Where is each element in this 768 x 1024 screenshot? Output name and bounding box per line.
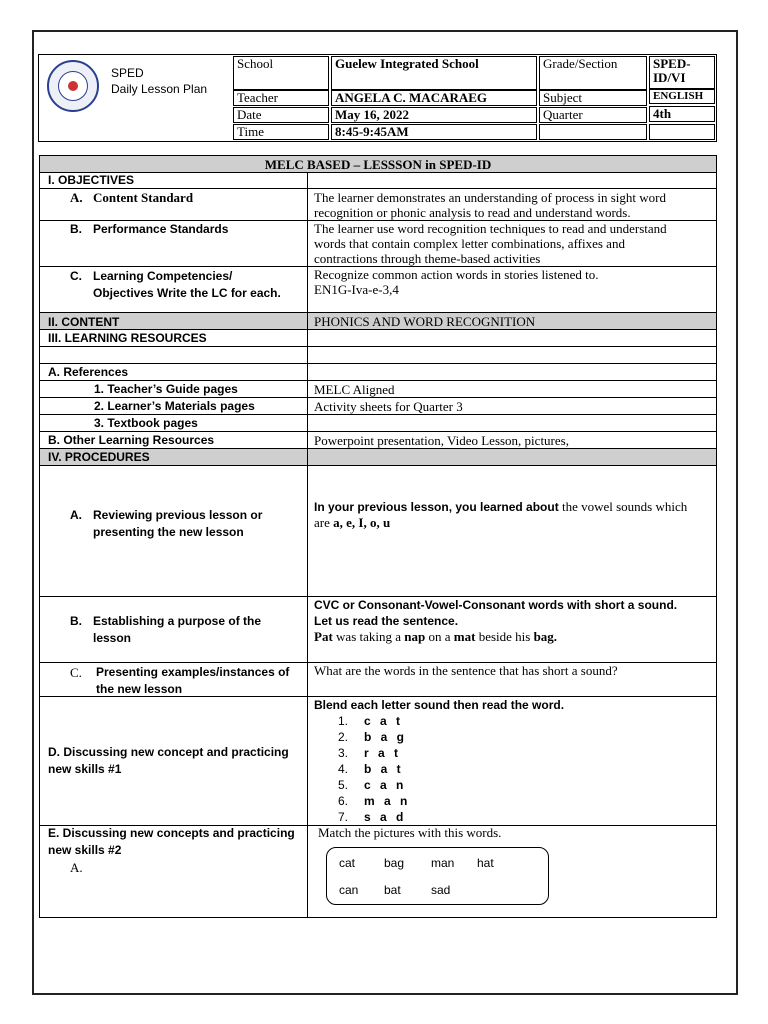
other-resources-value: Powerpoint presentation, Video Lesson, pictures, <box>314 433 569 448</box>
learner-materials-label: 2. Learner’s Materials pages <box>94 399 255 413</box>
grade-value-line2: ID/VI <box>653 70 686 85</box>
objectives-heading: I. OBJECTIVES <box>48 173 135 187</box>
empty-cell-1 <box>539 124 647 140</box>
sentence-part-2: on a <box>425 629 454 644</box>
seal-center <box>68 81 78 91</box>
list-item: 7. s a d <box>338 810 407 824</box>
word-mat: mat <box>453 629 476 644</box>
blend-word-list <box>338 713 410 825</box>
list-item: 4. b a t <box>338 762 404 776</box>
procedure-b-read: Let us read the sentence. <box>314 614 459 628</box>
date-label: Date <box>233 107 329 123</box>
teacher-guide-label: 1. Teacher’s Guide pages <box>94 382 238 396</box>
match-word: man <box>431 856 455 870</box>
procedure-c-letter: C. <box>70 665 82 680</box>
teacher-guide-value: MELC Aligned <box>314 382 395 397</box>
blank-row <box>40 347 716 364</box>
plan-title: MELC BASED – LESSSON in SPED-ID <box>264 157 492 172</box>
deped-seal-logo <box>47 60 99 112</box>
procedure-b-label <box>93 613 261 647</box>
performance-text <box>314 221 667 266</box>
procedure-b-label-line2: lesson <box>93 631 132 645</box>
procedure-b-text <box>314 597 677 645</box>
quarter-value: 4th <box>649 106 715 122</box>
content-value: PHONICS AND WORD RECOGNITION <box>314 314 536 329</box>
references-row <box>40 364 716 381</box>
procedure-d-label-line1: D. Discussing new concept and practicing <box>48 745 289 759</box>
procedure-c-label-line1: Presenting examples/instances of <box>96 665 290 679</box>
competency-label-line1: Learning Competencies/ <box>93 269 233 283</box>
content-standard-text <box>314 190 666 220</box>
quarter-label: Quarter <box>539 107 647 123</box>
procedure-e-label-line1: E. Discussing new concepts and practicing <box>48 826 295 840</box>
procedure-b-sentence <box>314 629 677 645</box>
match-word: bat <box>384 883 401 897</box>
performance-line2: words that contain complex letter combinations, affixes and <box>314 236 625 251</box>
procedure-e-instruction: Match the pictures with this words. <box>318 825 502 840</box>
seal-inner <box>58 71 88 101</box>
procedure-e-sub: A. <box>70 860 83 875</box>
header-title: SPED <box>111 66 144 80</box>
content-heading: II. CONTENT <box>48 315 120 329</box>
teacher-label: Teacher <box>233 90 329 106</box>
procedure-b-short-a: words with short a sound. <box>525 598 678 612</box>
procedure-c-label-line2: the new lesson <box>96 682 183 696</box>
procedure-e-label-line2: new skills #2 <box>48 843 122 857</box>
performance-label: Performance Standards <box>93 222 229 236</box>
grade-label: Grade/Section <box>539 56 647 90</box>
grade-value <box>649 56 715 90</box>
competency-text <box>314 267 599 297</box>
procedure-a-vowels: a, e, I, o, u <box>333 515 391 530</box>
time-value: 8:45-9:45AM <box>331 124 537 140</box>
performance-line3: contractions through theme-based activities <box>314 251 541 266</box>
list-item: 6. m a n <box>338 794 411 808</box>
header-subtitle: Daily Lesson Plan <box>111 82 208 96</box>
textbook-label: 3. Textbook pages <box>94 416 198 430</box>
procedure-c-text: What are the words in the sentence that has short a sound? <box>314 663 618 678</box>
match-word: can <box>339 883 359 897</box>
procedure-a-text-are: are <box>314 515 334 530</box>
grade-value-line1: SPED- <box>653 56 691 71</box>
procedure-c-label <box>96 664 289 698</box>
match-word: hat <box>477 856 494 870</box>
resources-heading: III. LEARNING RESOURCES <box>48 331 207 345</box>
sentence-part-1: was taking a <box>332 629 405 644</box>
competency-line2: EN1G-Iva-e-3,4 <box>314 282 399 297</box>
word-bag: bag. <box>533 629 558 644</box>
subject-label: Subject <box>539 90 647 106</box>
content-standard-letter: A. <box>70 190 83 205</box>
lesson-plan-table <box>39 155 717 918</box>
list-item: 3. r a t <box>338 746 402 760</box>
procedure-b-label-line1: Establishing a purpose of the <box>93 614 262 628</box>
empty-cell-2 <box>649 124 715 140</box>
procedure-d-label <box>48 744 289 778</box>
list-item: 2. b a g <box>338 730 408 744</box>
date-value: May 16, 2022 <box>331 107 537 123</box>
content-standard-line2: recognition or phonic analysis to read and understand words. <box>314 205 631 220</box>
teacher-value: ANGELA C. MACARAEG <box>331 90 537 106</box>
competency-line1: Recognize common action words in stories listened to. <box>314 267 599 282</box>
school-value: Guelew Integrated School <box>331 56 537 90</box>
objectives-row <box>40 173 716 189</box>
school-label: School <box>233 56 329 90</box>
procedure-a-letter: A. <box>70 508 82 522</box>
procedure-b-letter: B. <box>70 614 82 628</box>
match-words-box <box>326 847 549 905</box>
procedure-a-label-line1: Reviewing previous lesson or <box>93 508 263 522</box>
performance-line1: The learner use word recognition techniques to read and understand <box>314 221 667 236</box>
procedure-d-instruction: Blend each letter sound then read the word. <box>314 698 565 712</box>
word-pat: Pat <box>314 629 333 644</box>
procedure-b-cvc: CVC or Consonant-Vowel-Consonant <box>314 598 526 612</box>
references-label: A. References <box>48 365 129 379</box>
procedures-heading: IV. PROCEDURES <box>48 450 150 464</box>
procedure-a-text-bold: In your previous lesson, you learned about <box>314 500 559 514</box>
procedure-d-label-line2: new skills #1 <box>48 762 122 776</box>
column-divider <box>307 173 308 917</box>
list-item: 5. c a n <box>338 778 407 792</box>
procedure-a-text-rest: the vowel sounds which <box>558 499 688 514</box>
procedure-a-label <box>93 507 262 541</box>
match-word: bag <box>384 856 405 870</box>
subject-value: ENGLISH <box>649 88 715 104</box>
content-standard-label: Content Standard <box>93 190 194 205</box>
learner-materials-value: Activity sheets for Quarter 3 <box>314 399 463 414</box>
sentence-part-3: beside his <box>475 629 534 644</box>
time-label: Time <box>233 124 329 140</box>
competency-label-line2: Objectives Write the LC for each. <box>93 286 281 300</box>
competency-label <box>93 268 281 302</box>
procedure-e-label <box>48 825 295 859</box>
match-word: sad <box>431 883 451 897</box>
procedure-a-label-line2: presenting the new lesson <box>93 525 244 539</box>
list-item: 1. c a t <box>338 714 404 728</box>
competency-letter: C. <box>70 269 82 283</box>
match-word: cat <box>339 856 356 870</box>
performance-letter: B. <box>70 222 82 236</box>
content-standard-line1: The learner demonstrates an understanding of process in sight word <box>314 190 666 205</box>
other-resources-label: B. Other Learning Resources <box>48 433 215 447</box>
word-nap: nap <box>404 629 426 644</box>
procedure-a-text <box>314 499 687 530</box>
